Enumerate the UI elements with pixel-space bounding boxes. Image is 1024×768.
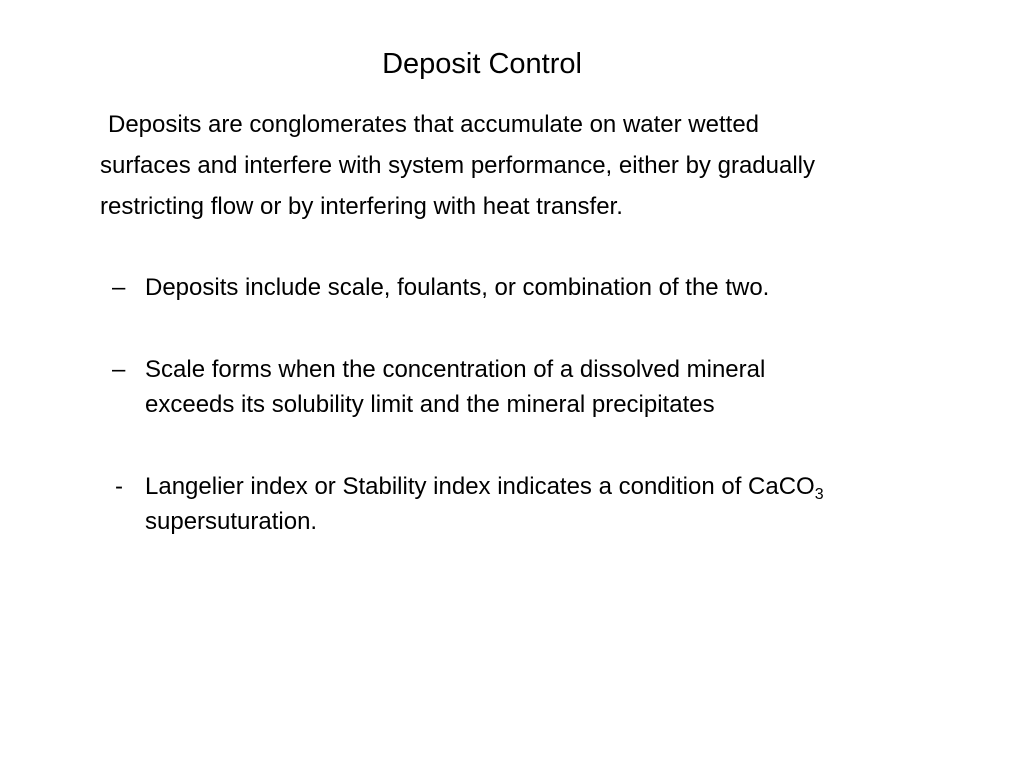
- bullet-text: Deposits include scale, foulants, or combination of the two.: [145, 274, 770, 301]
- intro-line-2: surfaces and interfere with system performance, either by gradually: [100, 152, 815, 179]
- chemical-subscript: 3: [814, 486, 824, 503]
- intro-line-1: Deposits are conglomerates that accumulate on water wetted: [108, 111, 760, 138]
- bullet-deposits-include: [112, 270, 972, 305]
- bullet-marker: -: [115, 473, 123, 500]
- bullet-text-main: Langelier index or Stability index indicates a condition of CaCO: [145, 473, 815, 500]
- bullet-marker: –: [112, 274, 126, 301]
- bullet-text-line-1: Scale forms when the concentration of a dissolved mineral: [145, 356, 766, 383]
- slide-title: Deposit Control: [382, 48, 582, 80]
- bullet-langelier-index: [112, 469, 972, 539]
- intro-line-3: restricting flow or by interfering with heat transfer.: [100, 193, 623, 220]
- bullet-marker: –: [112, 356, 126, 383]
- intro-paragraph: [100, 104, 980, 227]
- bullet-text-line-1: [145, 469, 972, 504]
- bullet-scale-forms: [112, 352, 972, 422]
- bullet-text-line-2: supersuturation.: [145, 508, 318, 535]
- bullet-text-line-2: exceeds its solubility limit and the mineral precipitates: [145, 391, 715, 418]
